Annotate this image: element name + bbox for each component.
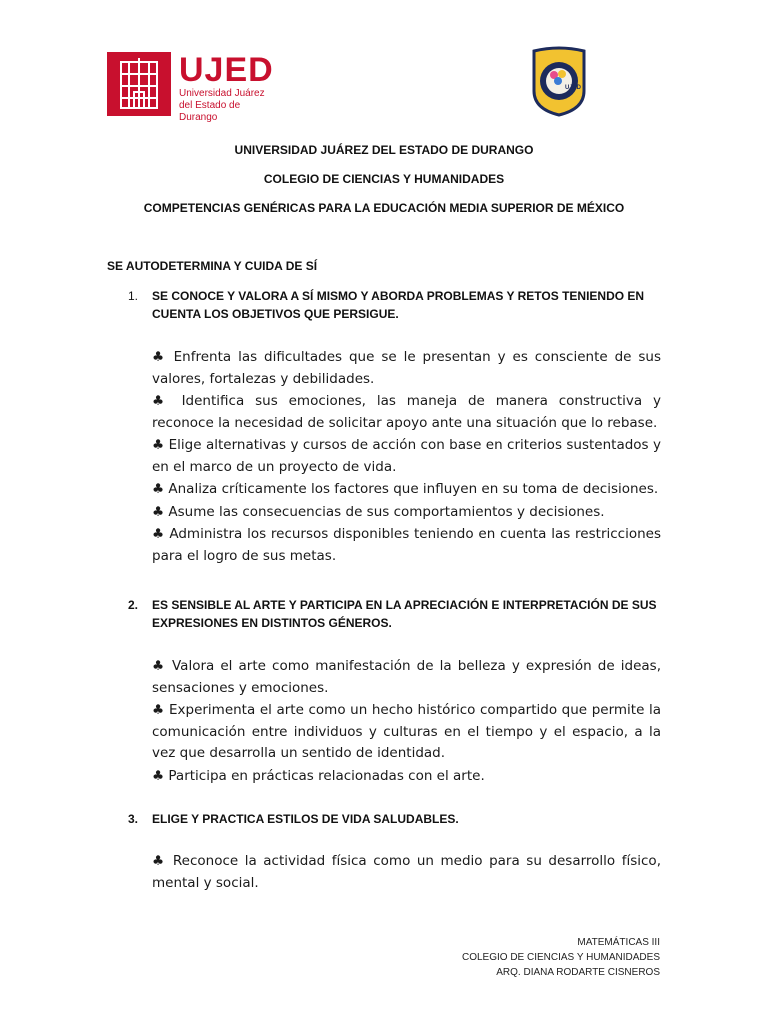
ujed-wordmark	[179, 52, 277, 124]
competency-2-title: ES SENSIBLE AL ARTE Y PARTICIPA EN LA APRECIACIÓN E INTERPRETACIÓN DE SUS EXPRESIONES EN DISTINTOS GÉNEROS.	[152, 598, 657, 630]
cch-center-text: UJED	[565, 85, 582, 91]
competency-1-title: SE CONOCE Y VALORA A SÍ MISMO Y ABORDA PROBLEMAS Y RETOS TENIENDO EN CUENTA LOS OBJETIVOS QUE PERSIGUE.	[152, 289, 645, 321]
ujed-sub-1: Universidad Juárez	[179, 88, 265, 99]
title-university: UNIVERSIDAD JUÁREZ DEL ESTADO DE DURANGO	[234, 143, 534, 157]
list-item: ♣ Analiza críticamente los factores que influyen en su toma de decisiones.	[152, 481, 659, 497]
competency-2-bullets	[152, 656, 661, 788]
ujed-abbr: UJED	[179, 51, 274, 89]
ujed-building-icon	[107, 52, 171, 116]
list-item: ♣ Enfrenta las dificultades que se le presentan y es consciente de sus valores, fortalezas y debilidades.	[152, 349, 661, 387]
list-item: ♣ Experimenta el arte como un hecho histórico compartido que permite la comunicación entre individuos y culturas en el tiempo y el espacio, a la vez que desarrolla un sentido de identidad.	[152, 702, 661, 761]
footer-college: COLEGIO DE CIENCIAS Y HUMANIDADES	[461, 952, 660, 963]
competency-2-number: 2.	[128, 598, 139, 612]
list-item: ♣ Asume las consecuencias de sus comportamientos y decisiones.	[152, 503, 605, 520]
competency-3-heading	[128, 810, 668, 828]
list-item: ♣ Reconoce la actividad física como un medio para su desarrollo físico, mental y social.	[152, 853, 661, 891]
ujed-sub-2: del Estado de Durango	[179, 100, 241, 123]
competency-1-number: 1.	[128, 289, 139, 303]
competency-1-heading	[128, 287, 668, 323]
title-competencies: COMPETENCIAS GENÉRICAS PARA LA EDUCACIÓN MEDIA SUPERIOR DE MÉXICO	[143, 201, 625, 215]
cch-shield-logo	[530, 45, 588, 117]
competency-1-bullets	[152, 347, 661, 568]
list-item: ♣ Valora el arte como manifestación de la belleza y expresión de ideas, sensaciones y emociones.	[152, 658, 661, 696]
competency-3-title: ELIGE Y PRACTICA ESTILOS DE VIDA SALUDABLES.	[152, 812, 459, 826]
list-item: ♣ Administra los recursos disponibles teniendo en cuenta las restricciones para el logro de sus metas.	[152, 526, 661, 564]
list-item: ♣ Elige alternativas y cursos de acción con base en criterios sustentados y en el marco de un proyecto de vida.	[152, 437, 661, 475]
competency-3-bullets	[152, 851, 661, 895]
list-item: ♣ Identifica sus emociones, las maneja de manera constructiva y reconoce la necesidad de solicitar apoyo ante una situación que lo rebase.	[152, 393, 661, 431]
document-titles	[0, 143, 768, 230]
competency-2-heading	[128, 596, 668, 632]
footer-author: ARQ. DIANA RODARTE CISNEROS	[496, 967, 660, 978]
ujed-logo	[107, 51, 277, 123]
footer-subject: MATEMÁTICAS III	[577, 937, 660, 948]
competency-3-number: 3.	[128, 812, 139, 826]
page-footer	[462, 935, 660, 980]
list-item: ♣ Participa en prácticas relacionadas con el arte.	[152, 767, 485, 784]
title-college: COLEGIO DE CIENCIAS Y HUMANIDADES	[263, 172, 505, 186]
section-heading: SE AUTODETERMINA Y CUIDA DE SÍ	[107, 259, 318, 273]
